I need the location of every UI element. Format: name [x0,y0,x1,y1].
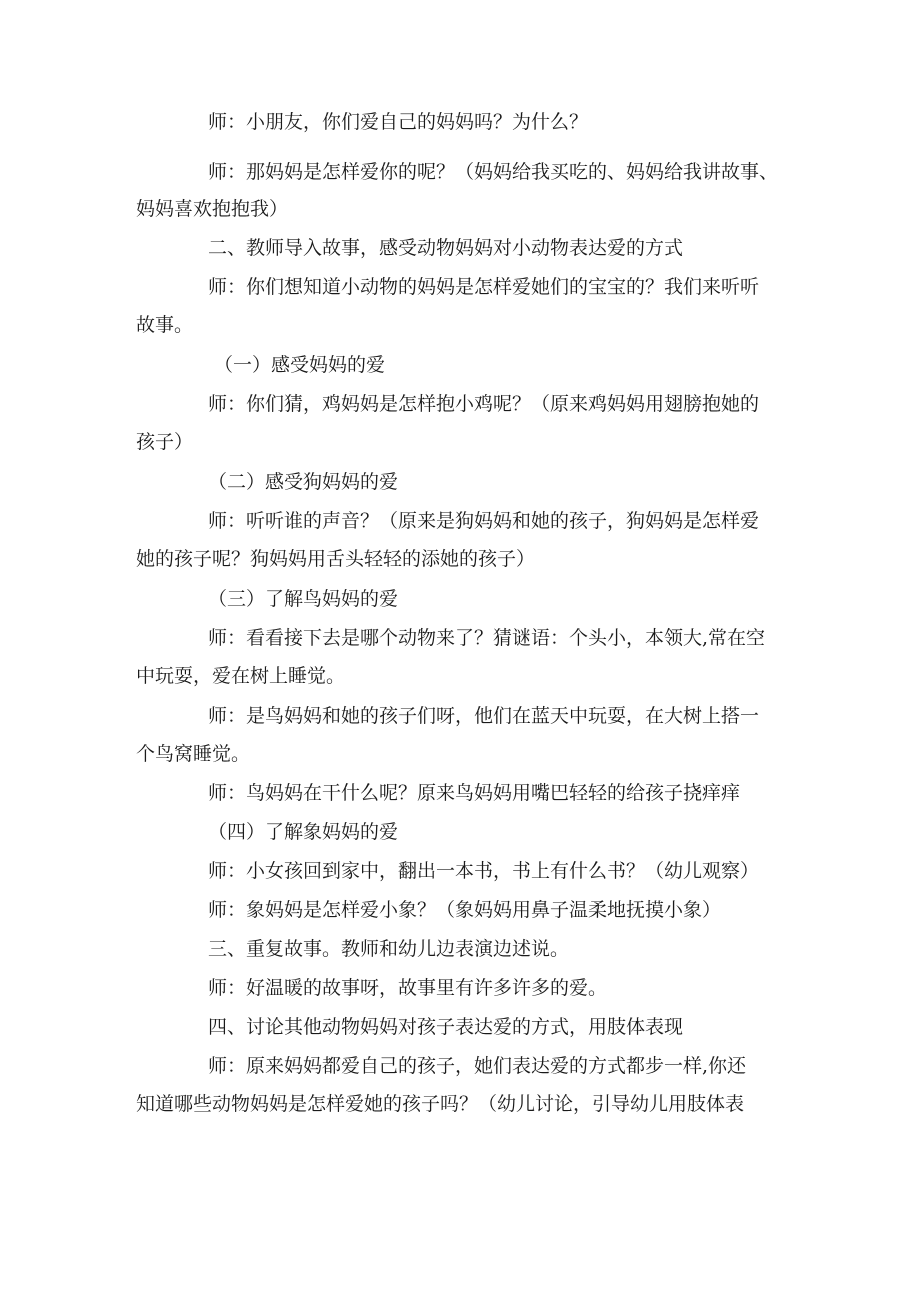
subsection-heading: （三）了解鸟妈妈的爱 [208,588,399,610]
paragraph-line: 师：你们想知道小动物的妈妈是怎样爱她们的宝宝的？我们来听听 [208,276,760,298]
paragraph-line: 中玩耍，爱在树上睡觉。 [136,665,346,687]
subsection-heading: （二）感受狗妈妈的爱 [208,471,399,493]
paragraph-line: 她的孩子呢？狗妈妈用舌头轻轻的添她的孩子） [136,548,536,570]
section-heading: 二、教师导入故事，感受动物妈妈对小动物表达爱的方式 [208,237,684,259]
section-heading: 三、重复故事。教师和幼儿边表演边述说。 [208,938,570,960]
paragraph-line: 师：象妈妈是怎样爱小象？（象妈妈用鼻子温柔地抚摸小象） [208,899,722,921]
paragraph-line: 个鸟窝睡觉。 [136,743,251,765]
paragraph-line: 师：好温暖的故事呀，故事里有许多许多的爱。 [208,977,608,999]
subsection-heading: （一）感受妈妈的爱 [214,354,386,376]
paragraph-line: 师：是鸟妈妈和她的孩子们呀，他们在蓝天中玩耍，在大树上搭一 [208,705,760,727]
subsection-heading: （四）了解象妈妈的爱 [208,821,399,843]
paragraph-line: 师：小女孩回到家中，翻出一本书，书上有什么书？（幼儿观察） [208,860,760,882]
paragraph-line: 妈妈喜欢抱抱我） [136,198,289,220]
section-heading: 四、讨论其他动物妈妈对孩子表达爱的方式，用肢体表现 [208,1016,684,1038]
paragraph-line: 师：看看接下去是哪个动物来了？猜谜语：个头小，本领大,常在空 [208,627,766,649]
paragraph-line: 故事。 [136,314,194,336]
paragraph-line: 孩子） [136,431,194,453]
paragraph-line: 知道哪些动物妈妈是怎样爱她的孩子吗？（幼儿讨论，引导幼儿用肢体表 [136,1093,745,1115]
paragraph-line: 师：原来妈妈都爱自己的孩子，她们表达爱的方式都步一样,你还 [208,1055,747,1077]
paragraph-line: 师：那妈妈是怎样爱你的呢？（妈妈给我买吃的、妈妈给我讲故事、 [208,161,779,183]
paragraph-line: 师：听听谁的声音？（原来是狗妈妈和她的孩子，狗妈妈是怎样爱 [208,510,760,532]
paragraph-line: 师：你们猜，鸡妈妈是怎样抱小鸡呢？（原来鸡妈妈用翅膀抱她的 [208,393,760,415]
paragraph-line: 师：小朋友，你们爱自己的妈妈吗？为什么？ [208,111,589,133]
paragraph-line: 师：鸟妈妈在干什么呢？原来鸟妈妈用嘴巴轻轻的给孩子挠痒痒 [208,782,741,804]
